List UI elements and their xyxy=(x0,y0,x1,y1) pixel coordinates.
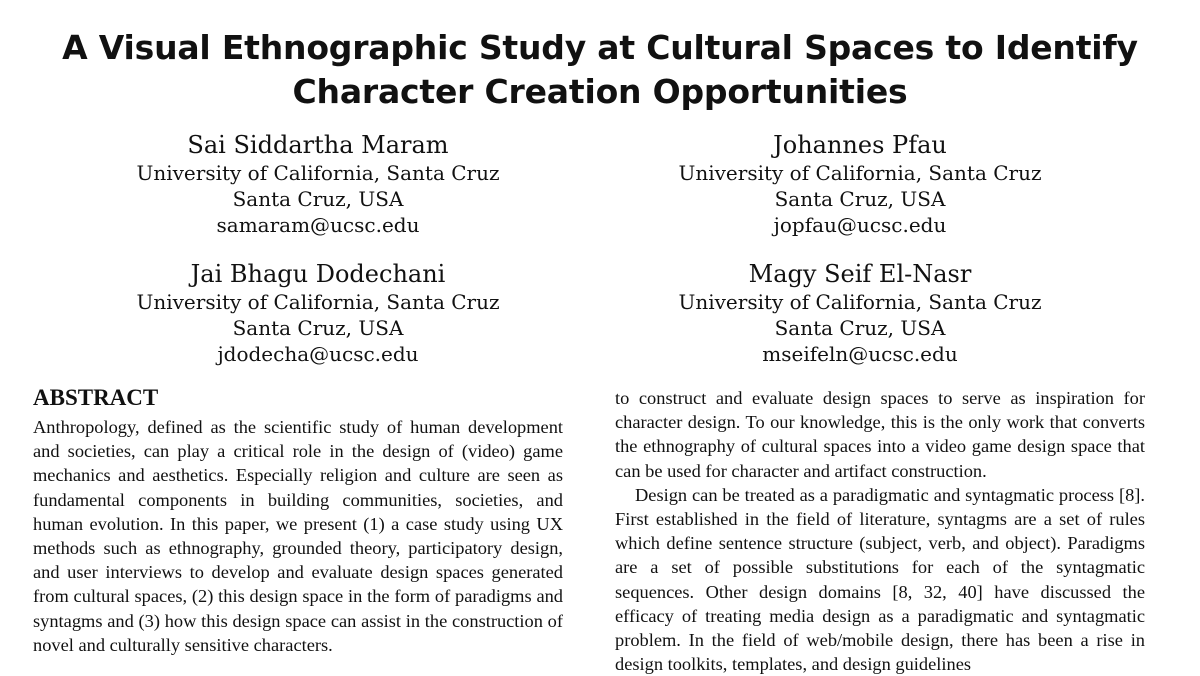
author-affiliation: University of California, Santa Cruz xyxy=(136,161,500,185)
author-affiliation: University of California, Santa Cruz xyxy=(136,290,500,314)
author-affiliation: University of California, Santa Cruz xyxy=(678,290,1042,314)
author-location: Santa Cruz, USA xyxy=(232,187,404,211)
author-block xyxy=(650,130,1070,238)
body-paragraph: Design can be treated as a paradigmatic and syntagmatic process [8]. First established in the field of literature, syntagms are a set of rules which define sentence structure (subject, verb, and object). Paradigms are a set of possible substitutions for each of the syntagmatic sequences. Other design domains [8, 32, 40] have discussed the efficacy of treating media design as a paradigmatic and syntagmatic problem. In the field of web/mobile design, there has been a rise in design toolkits, templates, and design guidelines xyxy=(615,484,1145,675)
author-affiliation: University of California, Santa Cruz xyxy=(678,161,1042,185)
title-line-2: Character Creation Opportunities xyxy=(292,72,908,111)
abstract-text: Anthropology, defined as the scientific study of human development and societies, can play a critical role in the design of (video) game mechanics and aesthetics. Especially religion and culture are seen as fundamental components in building communities, societies, and human evolution. In this paper, we present (1) a case study using UX methods such as ethnography, grounded theory, participatory design, and user interviews to develop and evaluate design spaces generated from cultural spaces, (2) this design space in the form of paradigms and syntagms and (3) how this design space can assist in the construction of novel and culturally sensitive characters. xyxy=(33,417,563,655)
author-block xyxy=(108,259,528,367)
author-location: Santa Cruz, USA xyxy=(774,187,946,211)
author-location: Santa Cruz, USA xyxy=(232,316,404,340)
abstract-heading: ABSTRACT xyxy=(33,385,159,410)
paper-title xyxy=(60,26,1140,114)
author-email[interactable]: mseifeln@ucsc.edu xyxy=(762,342,958,366)
author-email[interactable]: jdodecha@ucsc.edu xyxy=(217,342,419,366)
author-email[interactable]: jopfau@ucsc.edu xyxy=(773,213,947,237)
author-name: Jai Bhagu Dodechani xyxy=(190,260,446,288)
author-name: Magy Seif El-Nasr xyxy=(748,260,972,288)
author-email[interactable]: samaram@ucsc.edu xyxy=(216,213,420,237)
author-block xyxy=(108,130,528,238)
body-column xyxy=(615,386,1145,676)
author-location: Santa Cruz, USA xyxy=(774,316,946,340)
author-name: Johannes Pfau xyxy=(773,131,947,159)
title-line-1: A Visual Ethnographic Study at Cultural Spaces to Identify xyxy=(62,28,1138,67)
author-name: Sai Siddartha Maram xyxy=(187,131,449,159)
author-block xyxy=(650,259,1070,367)
body-paragraph: to construct and evaluate design spaces to serve as inspiration for character design. To our knowledge, this is the only work that converts the ethnography of cultural spaces into a video game design space that can be used for character and artifact construction. xyxy=(615,388,1145,481)
abstract-column xyxy=(33,384,563,657)
